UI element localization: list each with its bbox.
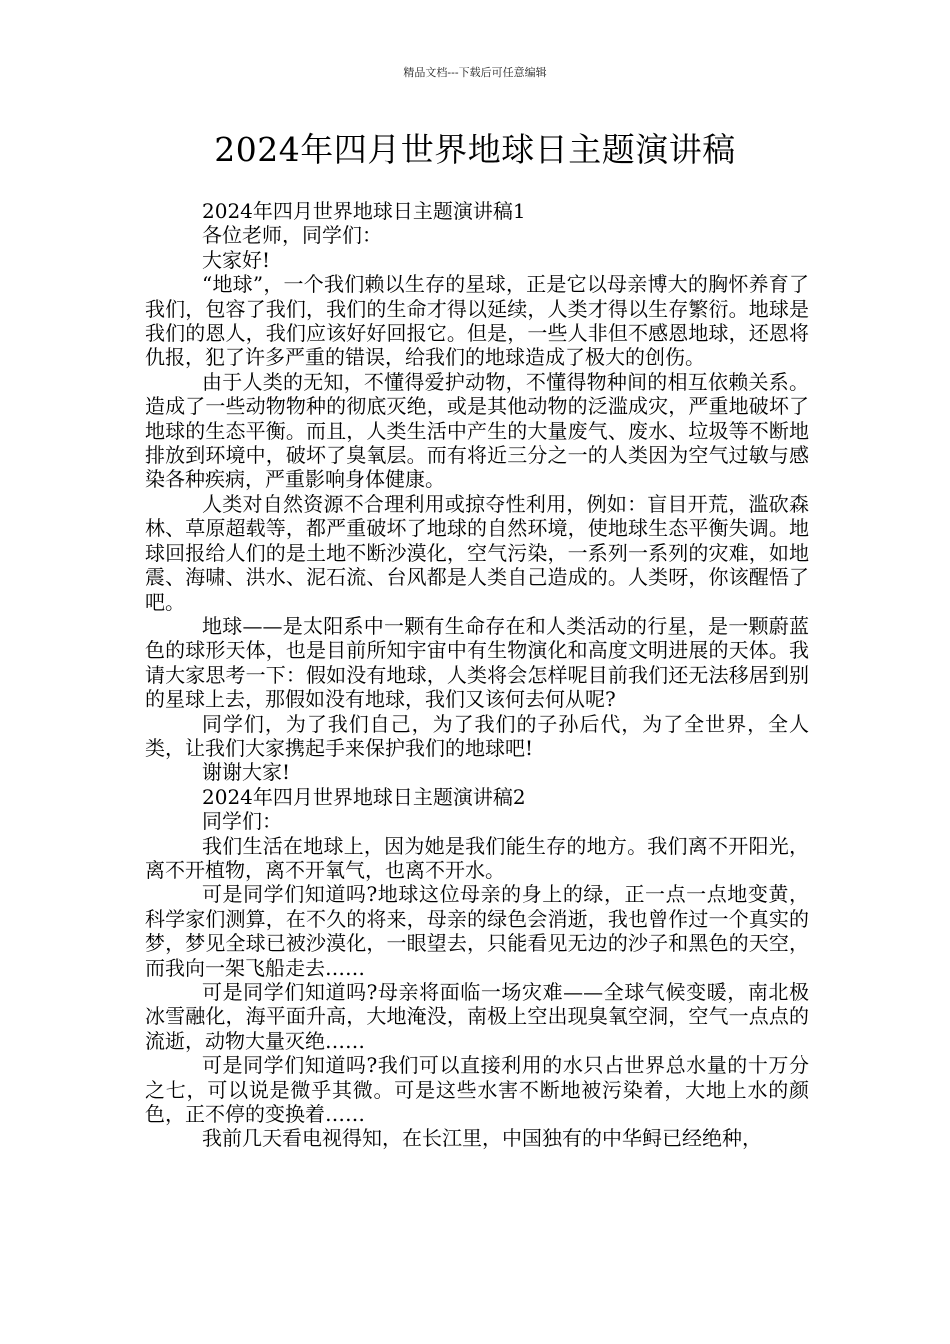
body-paragraph: 可是同学们知道吗?母亲将面临一场灾难——全球气候变暖，南北极冰雪融化，海平面升高，大地淹没，南极上空出现臭氧空洞，空气一点点的流逝，动物大量灭绝…… [145,980,809,1053]
salutation: 各位老师，同学们： [202,223,382,248]
body-paragraph: 人类对自然资源不合理利用或掠夺性利用，例如：盲目开荒，滥砍森林、草原超载等，都严重破坏了地球的自然环境，使地球生态平衡失调。地球回报给人们的是土地不断沙漠化，空气污染，一系列一系列的灾难，如地震、海啸、洪水、泥石流、台风都是人类自己造成的。人类呀，你该醒悟了吧。 [145,491,809,614]
salutation: 同学们： [202,809,282,834]
document-body [145,199,809,1151]
body-paragraph: 地球——是太阳系中一颗有生命存在和人类活动的行星，是一颗蔚蓝色的球形天体，也是目前所知宇宙中有生物演化和高度文明进展的天体。我请大家思考一下：假如没有地球，人类将会怎样呢目前我们还无法移居到别的星球上去，那假如没有地球，我们又该何去何从呢? [145,613,809,712]
body-paragraph: 可是同学们知道吗?地球这位母亲的身上的绿，正一点一点地变黄，科学家们测算，在不久的将来，母亲的绿色会消逝，我也曾作过一个真实的梦，梦见全球已被沙漠化，一眼望去，只能看见无边的沙子和黑色的天空，而我向一架飞船走去…… [145,882,809,980]
section-heading-1: 2024年四月世界地球日主题演讲稿1 [202,199,526,223]
running-header: 精品文档---下载后可任意编辑 [403,66,547,79]
body-paragraph: “地球”，一个我们赖以生存的星球，正是它以母亲博大的胸怀养育了我们，包容了我们，我们的生命才得以延续，人类才得以生存繁衍。地球是我们的恩人，我们应该好好回报它。但是，一些人非但不感恩地球，还恩将仇报，犯了许多严重的错误，给我们的地球造成了极大的创伤。 [145,272,809,370]
body-paragraph: 我们生活在地球上，因为她是我们能生存的地方。我们离不开阳光，离不开植物，离不开氧气，也离不开水。 [145,833,809,882]
document-title: 2024年四月世界地球日主题演讲稿 [214,130,736,169]
greeting: 大家好! [202,247,271,272]
body-paragraph: 可是同学们知道吗?我们可以直接利用的水只占世界总水量的十万分之七，可以说是微乎其微。可是这些水害不断地被污染着，大地上水的颜色，正不停的变换着…… [145,1053,809,1127]
closing-thanks: 谢谢大家! [202,760,291,785]
body-paragraph: 由于人类的无知，不懂得爱护动物，不懂得物种间的相互依赖关系。造成了一些动物物种的彻底灭绝，或是其他动物的泛滥成灾，严重地破坏了地球的生态平衡。而且，人类生活中产生的大量废气、废水、垃圾等不断地排放到环境中，破坏了臭氧层。而有将近三分之一的人类因为空气过敏与感染各种疾病，严重影响身体健康。 [145,369,809,492]
section-heading-2: 2024年四月世界地球日主题演讲稿2 [202,784,526,809]
body-paragraph: 同学们，为了我们自己，为了我们的子孙后代，为了全世界，全人类，让我们大家携起手来保护我们的地球吧! [145,711,809,760]
body-paragraph: 我前几天看电视得知，在长江里，中国独有的中华鲟已经绝种， [202,1126,762,1151]
